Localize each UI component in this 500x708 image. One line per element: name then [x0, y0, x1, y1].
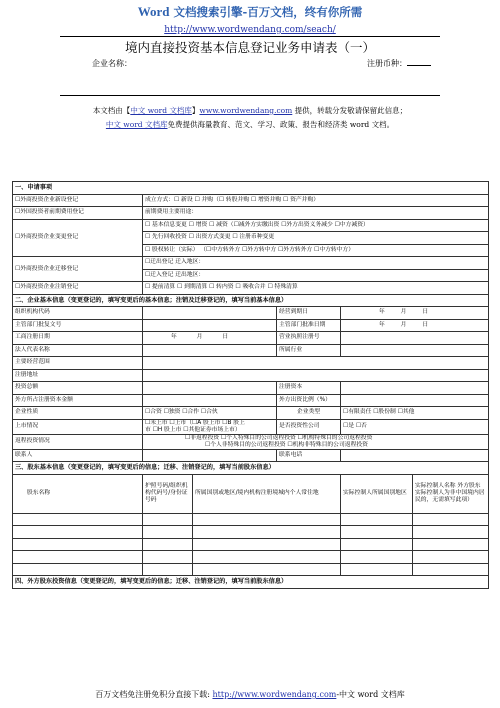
listing-options-1: ☐未上市 ☐上市（☐A 股上市 ☐B 股上	[145, 419, 245, 426]
title-divider	[60, 95, 440, 96]
page-title: 境内直接投资基本信息登记业务申请表（一）	[124, 40, 375, 55]
round-trip-line-1: ☐非返程投资 ☐个人特殊目的公司返程投资 ☐机构特殊目的公司返程投资	[185, 434, 373, 441]
approval-no-label: 主管部门批复文号	[13, 319, 143, 332]
approval-no-value[interactable]	[143, 319, 277, 332]
s3-col-name: 股东名称	[13, 474, 143, 513]
phone-label: 联系电话	[277, 449, 341, 462]
section4-heading: 四、外方股东投资信息（变更登记的，填写变更后的信息；迁移、注销登记的，填写当前股东信息）	[13, 576, 489, 589]
s1-content-preexpense[interactable]: 前期费用主要用途：	[143, 207, 489, 220]
listing-options-2: 市 ☐H 股上市 ☐其他证券市场上市）	[145, 426, 241, 433]
foreign-ratio-value[interactable]	[341, 394, 489, 407]
s1-label-new[interactable]: ☐外商投资企业新设登记	[13, 194, 143, 207]
footer-suffix: -中文 word 文档库	[336, 690, 405, 699]
s3-row-3[interactable]	[13, 538, 143, 551]
section1-heading: 一、申请事项	[13, 182, 489, 195]
footer-link[interactable]: http://www.wordwendang.com	[212, 690, 337, 699]
legal-rep-value[interactable]	[143, 344, 277, 357]
round-trip-options[interactable]	[143, 434, 489, 449]
s1-content-new[interactable]: 成立方式：☐ 新设 ☐ 并购（☐ 转股并购 ☐ 增资并购 ☐ 资产并购）	[143, 194, 489, 207]
nature-options[interactable]: ☐合资 ☐独资 ☐合作 ☐合伙	[143, 407, 277, 420]
round-trip-line-2: ☐个人非特殊目的公司返程投资 ☐机构非特殊目的公司返程投资	[205, 441, 368, 448]
company-label: 企业名称：	[92, 59, 132, 68]
header-url	[0, 25, 500, 35]
op-term-label: 经营到期日	[277, 307, 341, 320]
s1-label-preexpense[interactable]: ☐外国投资者前期费用登记	[13, 207, 143, 220]
notice-link-2[interactable]: 中文 word 文档库	[105, 120, 168, 129]
header-url-link[interactable]: http://www.wordwendang.com/seach/	[164, 25, 336, 35]
listing-options[interactable]	[143, 419, 277, 434]
notice-link-1[interactable]: 中文 word 文档库	[130, 106, 192, 115]
s1-migrate-in[interactable]: ☐迁入登记 迁出地区：	[143, 269, 489, 282]
section2-heading: 二、企业基本信息（变更登记的，填写变更后的基本信息；注销及迁移登记的，填写当前基本信息）	[13, 294, 489, 307]
op-term-date[interactable]: 年 月 日	[341, 307, 489, 320]
footer	[0, 689, 500, 700]
s1-content-cancel[interactable]: ☐ 提前清算 ☐ 到期清算 ☐ 转内资 ☐ 吸收合并 ☐ 特殊清算	[143, 282, 489, 295]
phone-value[interactable]	[341, 449, 489, 462]
notice-line-2	[60, 118, 440, 132]
reg-date-label: 工商注册日期	[13, 332, 143, 345]
address-value[interactable]	[143, 369, 489, 382]
s1-change-line-1[interactable]: ☐ 基本信息变更 ☐ 增资 ☐ 减资（☐减外方实缴出资 ☐外方出资义务减少 ☐中方减资）	[143, 219, 489, 232]
s3-col-controller-country: 实际控制人所属国别地区	[341, 474, 413, 513]
banner-lead: Word	[137, 4, 170, 19]
notice-prefix: 本文档由【	[92, 106, 131, 115]
type-options[interactable]: ☐有限责任 ☐股份制 ☐其他	[341, 407, 489, 420]
reg-date[interactable]: 年 月 日	[143, 332, 277, 345]
legal-rep-label: 法人代表名称	[13, 344, 143, 357]
org-code-label: 组织机构代码	[13, 307, 143, 320]
foreign-capital-label: 外方所占注册资本金额	[13, 394, 143, 407]
s1-label-change[interactable]: ☐外商投资企业变更登记	[13, 219, 143, 257]
foreign-ratio-label: 外方出资比例（%）	[277, 394, 341, 407]
license-no-value[interactable]	[341, 332, 489, 345]
s1-change-line-2[interactable]: ☐ 先行回收投资 ☐ 出资方式变更 ☐ 注册币种变更	[143, 232, 489, 245]
contact-value[interactable]	[143, 449, 277, 462]
source-notice	[60, 104, 440, 132]
total-inv-value[interactable]	[143, 382, 277, 395]
notice-suffix-1: 提供，转载分发敬请保留此信息；	[292, 106, 408, 115]
s3-col-country: 所属国别或地区/境内机构注册境城内个人常住地	[193, 474, 341, 513]
nature-label: 企业性质	[13, 407, 143, 420]
s1-label-cancel[interactable]: ☐外商投资企业注销登记	[13, 282, 143, 295]
section3-heading: 三、股东基本信息（变更登记的，填写变更后的信息；迁移、注销登记的，填写当前股东信息）	[13, 462, 489, 475]
s3-col-controller-name: 实际控制人名称 外方股东实际控制人为非中国境内居民的，无需填写此项）	[413, 474, 489, 513]
s3-row-4[interactable]	[13, 551, 143, 564]
foreign-capital-value[interactable]	[143, 394, 277, 407]
listing-label: 上市情况	[13, 419, 143, 434]
banner	[0, 4, 500, 20]
industry-label: 所属行业	[277, 344, 341, 357]
s3-row-1[interactable]	[13, 513, 143, 526]
scope-value[interactable]	[143, 357, 489, 370]
currency-blank	[407, 59, 431, 66]
license-no-label: 营业执照注册号	[277, 332, 341, 345]
special-label: 是否投资性公司	[277, 419, 341, 434]
industry-value[interactable]	[341, 344, 489, 357]
s3-col-id: 护照号码/组织机构代码号/身份证号码	[143, 474, 193, 513]
approval-date[interactable]: 年 月 日	[341, 319, 489, 332]
address-label: 注册地址	[13, 369, 143, 382]
currency-label: 注册币种：	[367, 59, 407, 68]
s1-label-migrate[interactable]: ☐外商投资企业迁移登记	[13, 257, 143, 282]
special-options[interactable]: ☐是 ☐否	[341, 419, 489, 434]
notice-line-1	[60, 104, 440, 118]
notice-url[interactable]: www.wordwendang.com	[199, 106, 293, 115]
type-label: 企业类型	[277, 407, 341, 420]
reg-capital-value[interactable]	[341, 382, 489, 395]
banner-text: 文档搜索引擎-百万文档，终有你所需	[173, 5, 363, 19]
header-divider	[60, 36, 440, 37]
application-form	[12, 181, 489, 589]
org-code-value[interactable]	[143, 307, 277, 320]
notice-suffix-2: 免费提供海量教育、范文、学习、政策、报告和经济类 word 文档。	[167, 120, 395, 129]
notice-mid: 】	[191, 106, 200, 115]
s1-migrate-out[interactable]: ☐迁出登记 迁入地区：	[143, 257, 489, 270]
footer-prefix: 百万文档免注册免积分直接下载:	[95, 690, 213, 699]
reg-capital-label: 注册资本	[277, 382, 341, 395]
s1-change-line-3[interactable]: ☐ 股权转让（实际） （☐中方转外方 ☐外方转中方 ☐外方转外方 ☐中方转中方）	[143, 244, 489, 257]
contact-label: 联系人	[13, 449, 143, 462]
approval-date-label: 主管部门批准日期	[277, 319, 341, 332]
s3-row-5[interactable]	[13, 563, 143, 576]
scope-label: 主要经营范围	[13, 357, 143, 370]
currency-field	[367, 58, 431, 69]
round-trip-label: 返程投资情况	[13, 434, 143, 449]
s3-row-2[interactable]	[13, 526, 143, 539]
total-inv-label: 投资总额	[13, 382, 143, 395]
